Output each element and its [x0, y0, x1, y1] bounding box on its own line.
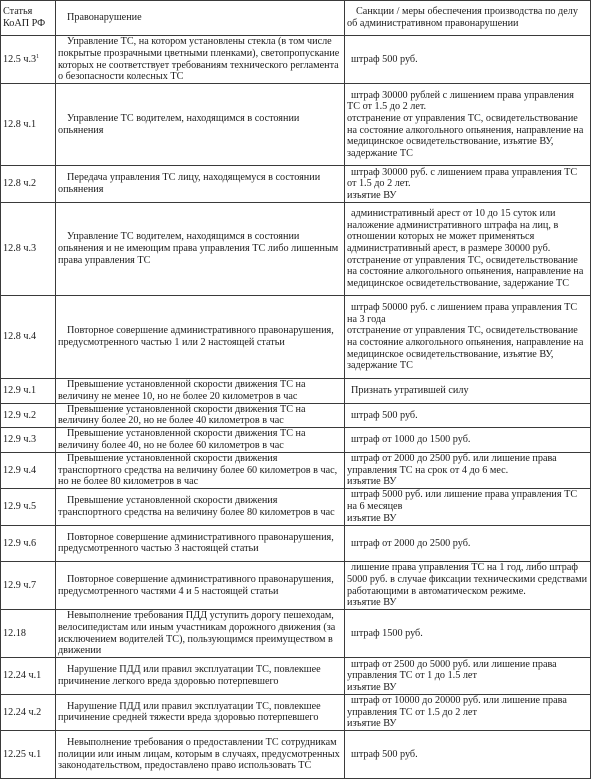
article-cell: [1, 452, 56, 489]
offense-text: Управление ТС, на котором установлены стекла (в том числе покрытые прозрачными цветными пленками), светопропускание которых не соответствует требованиям технического регламента о безопасности колесных ТС: [58, 36, 340, 83]
sanction-line: штраф 50000 руб. с лишением права управления ТС на 3 года: [347, 302, 578, 325]
sanction-line: изъятие ВУ: [347, 476, 397, 488]
article-number: 12.9 ч.6: [3, 537, 37, 549]
article-superscript: 1: [36, 53, 40, 60]
offense-text: Управление ТС водителем, находящимся в состоянии опьянения и не имеющим права управления ТС либо лишенным права управления ТС: [58, 231, 339, 266]
article-number: 12.8 ч.3: [3, 243, 37, 254]
table-row: [1, 658, 591, 695]
offense-text: Невыполнение требования ПДД уступить дорогу пешеходам, велосипедистам или иным участникам дорожного движения (за исключением водителей ТС), пользующимся преимуществом в движении: [58, 610, 336, 657]
offense-cell: [56, 202, 345, 295]
sanction-line: изъятие ВУ: [347, 718, 397, 730]
offense-text: Повторное совершение административного правонарушения, предусмотренного частью 3 настоящей статьи: [58, 531, 334, 555]
sanction-cell: [345, 202, 591, 295]
offense-text: Передача управления ТС лицу, находящемуся в состоянии опьянения: [58, 172, 321, 195]
table-body: [1, 36, 591, 779]
article-cell: [1, 295, 56, 378]
sanction-line: штраф 1500 руб.: [351, 627, 423, 639]
offense-cell: [56, 562, 345, 610]
offense-text: Превышение установленной скорости движения транспортного средства на величину более 80 километров в час: [58, 495, 335, 518]
offense-cell: [56, 379, 345, 404]
sanction-cell: [345, 731, 591, 779]
sanction-line: изъятие ВУ: [347, 681, 397, 693]
offense-cell: [56, 403, 345, 428]
sanction-cell: [345, 562, 591, 610]
article-number: 12.9 ч.5: [3, 501, 37, 513]
article-number: 12.9 ч.3: [3, 434, 37, 446]
header-offense: [56, 1, 345, 36]
offense-text: Управление ТС водителем, находящимся в состоянии опьянения: [58, 113, 300, 136]
sanction-line: отстранение от управления ТС, освидетельствование на состояние алкогольного опьянения, направление на медицинское освидетельствование, изъятие ВУ, задержание ТС: [347, 113, 584, 159]
header-article: Статья КоАП РФ: [1, 1, 56, 36]
sanction-line: изъятие ВУ: [347, 512, 397, 524]
sanction-line: Признать утратившей силу: [351, 385, 469, 397]
sanction-cell: [345, 525, 591, 562]
sanction-line: штраф от 10000 до 20000 руб. или лишение права управления ТС от 1.5 до 2 лет: [347, 695, 567, 718]
article-number: 12.5 ч.3: [3, 53, 37, 65]
sanction-line: отстранение от управления ТС, освидетельствование на состояние алкогольного опьянения, направление на медицинское освидетельствование, задержание ТС: [347, 254, 584, 289]
sanction-line: штраф 500 руб.: [351, 748, 418, 760]
article-number: 12.25 ч.1: [3, 748, 42, 760]
sanction-line: штраф 30000 рублей с лишением права управления ТС от 1.5 до 2 лет.: [347, 89, 574, 113]
article-cell: [1, 610, 56, 658]
offense-cell: [56, 166, 345, 203]
sanction-cell: [345, 658, 591, 695]
table-row: [1, 562, 591, 610]
sanction-line: изъятие ВУ: [347, 189, 397, 201]
sanction-line: штраф 5000 руб. или лишение права управления ТС на 6 месяцев: [347, 489, 578, 513]
article-cell: [1, 694, 56, 731]
article-number: 12.9 ч.1: [3, 385, 37, 397]
article-cell: [1, 166, 56, 203]
sanction-line: отстранение от управления ТС, освидетельствование на состояние алкогольного опьянения, направление на медицинское освидетельствование, изъятие ВУ, задержание ТС: [347, 325, 584, 372]
offense-text: Повторное совершение административного правонарушения, предусмотренного частью 1 или 2 настоящей статьи: [58, 325, 334, 348]
offense-text: Превышение установленной скорости движения транспортного средства на величину более 60 километров в час, но не более 80 километров в час: [58, 452, 338, 488]
article-number: 12.24 ч.2: [3, 706, 42, 718]
sanction-line: административный арест от 10 до 15 суток или наложение административного штрафа на лиц, в отношении которых не может применяться административный арест, в размере 30000 руб.: [347, 208, 559, 254]
offense-text: Невыполнение требования о предоставлении ТС сотрудникам полиции или иным лицам, которым в случаях, предусмотренных законодательством, предоставлено право использовать ТС: [58, 737, 340, 772]
article-number: 12.8 ч.1: [3, 118, 37, 130]
article-cell: [1, 379, 56, 404]
table-row: [1, 428, 591, 453]
offense-text: Повторное совершение административного правонарушения, предусмотренного частями 4 и 5 настоящей статьи: [58, 574, 334, 597]
article-cell: [1, 731, 56, 779]
table-row: [1, 84, 591, 166]
table-row: [1, 403, 591, 428]
article-cell: [1, 562, 56, 610]
article-number: 12.8 ч.2: [3, 178, 37, 190]
table-row: [1, 36, 591, 84]
article-number: 12.18: [3, 627, 26, 639]
offense-cell: [56, 658, 345, 695]
article-number: 12.24 ч.1: [3, 670, 42, 682]
table-row: [1, 610, 591, 658]
offense-cell: [56, 84, 345, 166]
sanction-cell: [345, 428, 591, 453]
sanction-line: изъятие ВУ: [347, 597, 397, 609]
table-row: [1, 731, 591, 779]
sanction-line: штраф от 2500 до 5000 руб. или лишение права управления ТС от 1 до 1.5 лет: [347, 658, 557, 682]
offense-cell: [56, 610, 345, 658]
sanction-cell: [345, 610, 591, 658]
table-row: [1, 166, 591, 203]
offense-cell: [56, 36, 345, 84]
offense-text: Превышение установленной скорости движения ТС на величину более 40, но не более 60 километров в час: [58, 428, 306, 451]
offense-text: Превышение установленной скорости движения ТС на величину не менее 10, но не более 20 километров в час: [58, 379, 306, 402]
offense-cell: [56, 694, 345, 731]
table-row: [1, 379, 591, 404]
offense-cell: [56, 525, 345, 562]
header-offense-text: Правонарушение: [67, 12, 142, 24]
offense-text: Нарушение ПДД или правил эксплуатации ТС, повлекшее причинение легкого вреда здоровью потерпевшего: [58, 664, 321, 687]
article-cell: [1, 525, 56, 562]
offense-text: Превышение установленной скорости движения ТС на величину более 20, но не более 40 километров в час: [58, 403, 306, 427]
article-number: 12.9 ч.4: [3, 464, 37, 476]
table-row: [1, 694, 591, 731]
sanction-line: штраф 500 руб.: [351, 409, 418, 421]
table-row: [1, 202, 591, 295]
sanction-cell: [345, 379, 591, 404]
sanction-cell: [345, 489, 591, 526]
sanction-line: штраф от 1000 до 1500 руб.: [351, 434, 471, 446]
table-row: [1, 525, 591, 562]
article-number: 12.9 ч.2: [3, 409, 37, 421]
sanction-cell: [345, 694, 591, 731]
article-cell: [1, 428, 56, 453]
article-cell: [1, 202, 56, 295]
article-number: 12.9 ч.7: [3, 579, 37, 591]
article-cell: [1, 403, 56, 428]
header-sanction-text: Санкции / меры обеспечения производства по делу об административном правонарушении: [347, 6, 578, 29]
offense-cell: [56, 428, 345, 453]
table-header-row: [1, 1, 591, 36]
offense-cell: [56, 731, 345, 779]
header-sanction: [345, 1, 591, 36]
sanction-cell: [345, 403, 591, 428]
sanction-line: штраф от 2000 до 2500 руб. или лишение права управления ТС на срок от 4 до 6 мес.: [347, 452, 557, 476]
article-cell: [1, 36, 56, 84]
table-row: [1, 452, 591, 489]
article-cell: [1, 84, 56, 166]
sanction-cell: [345, 166, 591, 203]
sanction-cell: [345, 36, 591, 84]
article-number: 12.8 ч.4: [3, 331, 37, 343]
offense-cell: [56, 489, 345, 526]
sanction-line: лишение права управления ТС на 1 год, либо штраф 5000 руб. в случае фиксации техническими средствами работающими в автоматическом режиме.: [347, 562, 588, 597]
sanction-cell: [345, 84, 591, 166]
article-cell: [1, 658, 56, 695]
offense-cell: [56, 452, 345, 489]
sanction-cell: [345, 295, 591, 378]
table-row: [1, 295, 591, 378]
table-row: [1, 489, 591, 526]
sanction-line: штраф 30000 руб. с лишением права управления ТС от 1.5 до 2 лет.: [347, 166, 578, 190]
sanction-line: штраф 500 руб.: [351, 53, 418, 65]
offense-cell: [56, 295, 345, 378]
sanction-cell: [345, 452, 591, 489]
offense-text: Нарушение ПДД или правил эксплуатации ТС, повлекшее причинение средней тяжести вреда здоровью потерпевшего: [58, 700, 321, 724]
article-cell: [1, 489, 56, 526]
sanction-line: штраф от 2000 до 2500 руб.: [351, 537, 471, 549]
